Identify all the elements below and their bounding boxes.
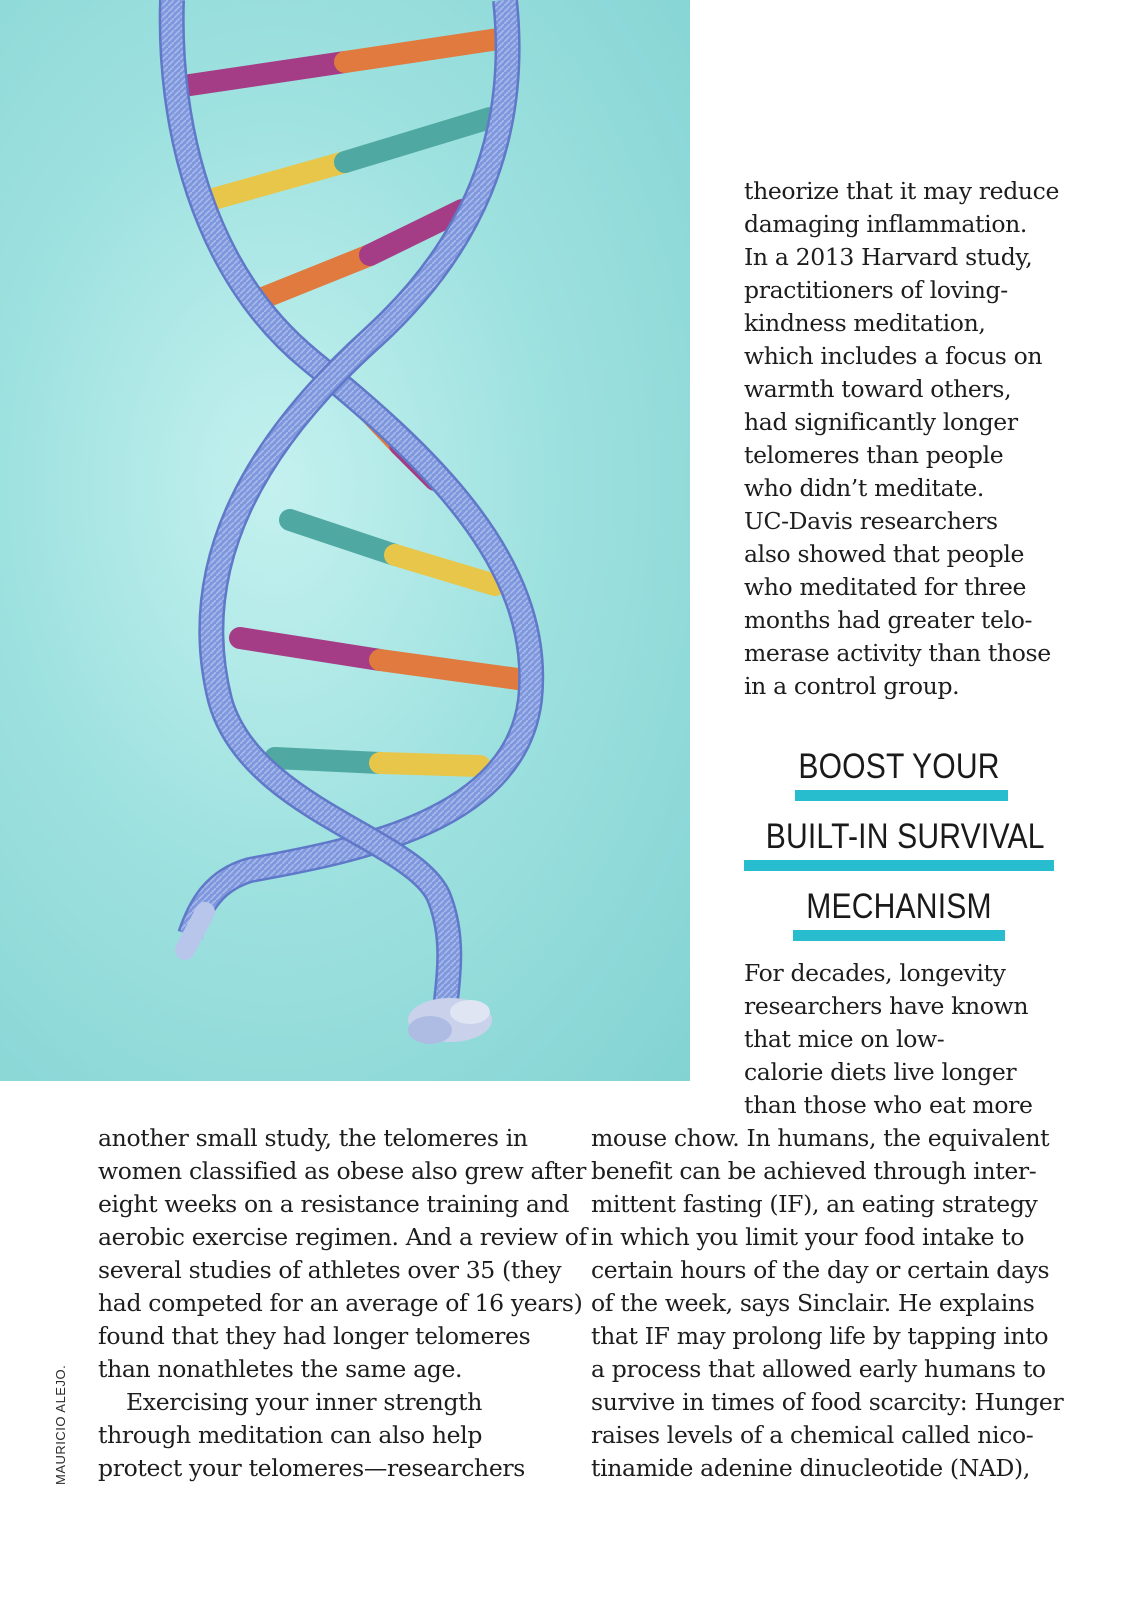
text-line: theorize that it may reduce xyxy=(744,177,1060,205)
text-line: had competed for an average of 16 years) xyxy=(98,1289,583,1317)
heading-underline-2 xyxy=(744,860,1054,871)
text-line: several studies of athletes over 35 (they xyxy=(98,1256,562,1284)
text-line: found that they had longer telomeres xyxy=(98,1322,531,1350)
text-line: damaging inflammation. xyxy=(744,210,1028,238)
text-line: calorie diets live longer xyxy=(744,1058,1017,1086)
text-line: than nonathletes the same age. xyxy=(98,1355,463,1383)
text-line: months had greater telo- xyxy=(744,606,1033,634)
text-line: telomeres than people xyxy=(744,441,1004,469)
text-line: researchers have known xyxy=(744,992,1029,1020)
text-line: who meditated for three xyxy=(744,573,1027,601)
heading-line-1: BOOST YOUR xyxy=(798,747,1000,786)
frayed-end xyxy=(408,998,492,1044)
heading-line-2: BUILT-IN SURVIVAL xyxy=(765,817,1045,856)
text-line: Exercising your inner strength xyxy=(126,1388,483,1416)
text-line: In a 2013 Harvard study, xyxy=(744,243,1033,271)
text-line: survive in times of food scarcity: Hunger xyxy=(591,1388,1064,1416)
heading-underline-1 xyxy=(795,790,1008,801)
text-line: another small study, the telomeres in xyxy=(98,1124,528,1152)
text-line: had significantly longer xyxy=(744,408,1018,436)
heading-line-3: MECHANISM xyxy=(806,887,992,926)
text-line: of the week, says Sinclair. He explains xyxy=(591,1289,1035,1317)
text-line: merase activity than those xyxy=(744,639,1051,667)
text-line: eight weeks on a resistance training and xyxy=(98,1190,570,1218)
text-line: a process that allowed early humans to xyxy=(591,1355,1046,1383)
text-line: kindness meditation, xyxy=(744,309,986,337)
text-line: through meditation can also help xyxy=(98,1421,483,1449)
text-line: benefit can be achieved through inter- xyxy=(591,1157,1037,1185)
text-line: practitioners of loving- xyxy=(744,276,1008,304)
text-line: in a control group. xyxy=(744,672,960,700)
heading-underline-3 xyxy=(793,930,1005,941)
text-line: certain hours of the day or certain days xyxy=(591,1256,1050,1284)
photo-credit: MAURICIO ALEJO. xyxy=(53,1364,68,1485)
text-line: in which you limit your food intake to xyxy=(591,1223,1025,1251)
text-line: than those who eat more xyxy=(744,1091,1033,1119)
text-line: raises levels of a chemical called nico- xyxy=(591,1421,1034,1449)
dna-helix-illustration xyxy=(0,0,690,1081)
text-line: women classified as obese also grew after xyxy=(98,1157,587,1185)
dna-shoelace-photo xyxy=(0,0,690,1081)
text-line: aerobic exercise regimen. And a review of xyxy=(98,1223,587,1251)
text-line: UC-Davis researchers xyxy=(744,507,998,535)
text-line: mittent fasting (IF), an eating strategy xyxy=(591,1190,1038,1218)
text-line: which includes a focus on xyxy=(744,342,1043,370)
text-line: For decades, longevity xyxy=(744,959,1006,987)
text-line: mouse chow. In humans, the equivalent xyxy=(591,1124,1050,1152)
text-line: protect your telomeres—researchers xyxy=(98,1454,525,1482)
text-line: warmth toward others, xyxy=(744,375,1012,403)
text-line: also showed that people xyxy=(744,540,1025,568)
text-line: that IF may prolong life by tapping into xyxy=(591,1322,1049,1350)
text-line: who didn’t meditate. xyxy=(744,474,985,502)
text-line: tinamide adenine dinucleotide (NAD), xyxy=(591,1454,1030,1482)
text-line: that mice on low- xyxy=(744,1025,945,1053)
